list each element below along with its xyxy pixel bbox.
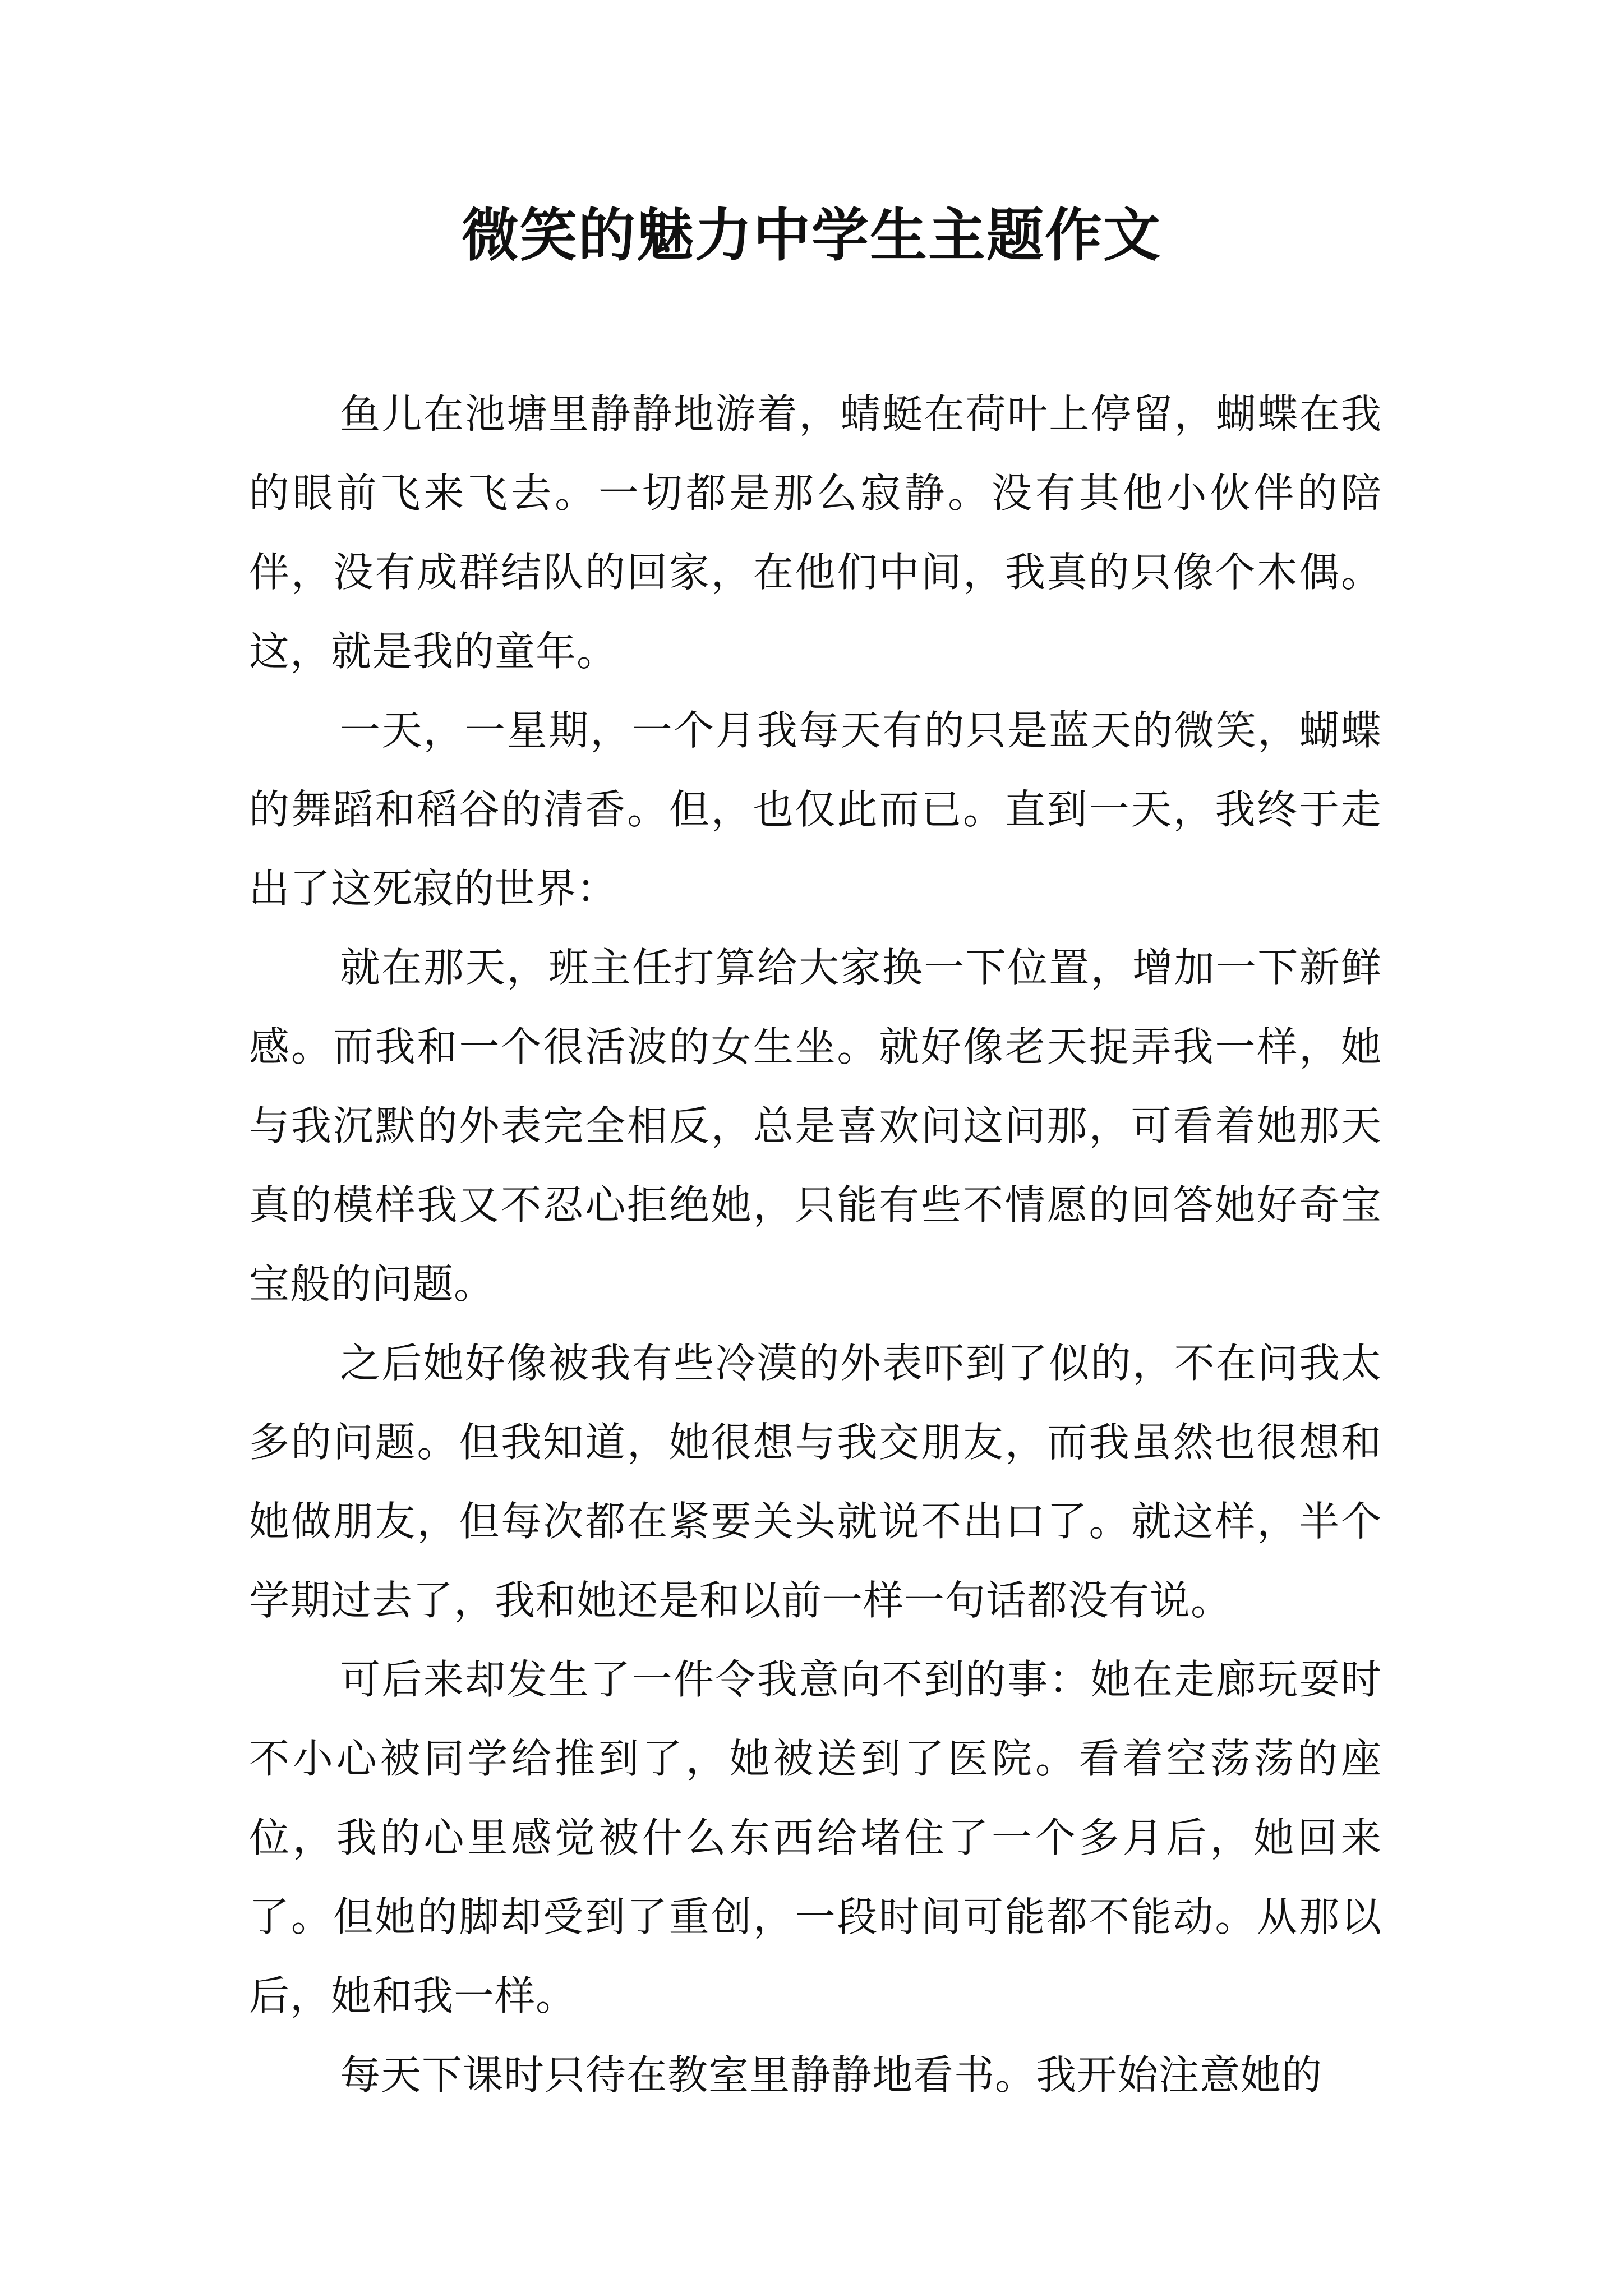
page-title: 微笑的魅力中学生主题作文 — [462, 202, 1161, 269]
paragraph-1: 鱼儿在池塘里静静地游着，蜻蜓在荷叶上停留，蝴蝶在我的眼前飞来飞去。一切都是那么寂静。没有其他小伙伴的陪伴，没有成群结队的回家，在他们中间，我真的只像个木偶。这，就是我的童年。 — [249, 390, 1382, 675]
paragraph-3: 就在那天，班主任打算给大家换一下位置，增加一下新鲜感。而我和一个很活波的女生坐。就好像老天捉弄我一样，她与我沉默的外表完全相反，总是喜欢问这问那，可看着她那天真的模样我又不忍心拒绝她，只能有些不情愿的回答她好奇宝宝般的问题。 — [249, 944, 1382, 1308]
paragraph-6: 每天下课时只待在教室里静静地看书。我开始注意她的 — [340, 2051, 1323, 2099]
paragraph-2: 一天，一星期，一个月我每天有的只是蓝天的微笑，蝴蝶的舞蹈和稻谷的清香。但，也仅此而已。直到一天，我终于走出了这死寂的世界： — [249, 707, 1382, 912]
paragraph-5: 可后来却发生了一件令我意向不到的事：她在走廊玩耍时不小心被同学给推到了，她被送到了医院。看着空荡荡的座位，我的心里感觉被什么东西给堵住了一个多月后，她回来了。但她的脚却受到了重创，一段时间可能都不能动。从那以后，她和我一样。 — [249, 1656, 1382, 2019]
paragraph-4: 之后她好像被我有些冷漠的外表吓到了似的，不在问我太多的问题。但我知道，她很想与我交朋友，而我虽然也很想和她做朋友，但每次都在紧要关头就说不出口了。就这样，半个学期过去了，我和她还是和以前一样一句话都没有说。 — [249, 1340, 1382, 1624]
essay-body — [249, 375, 1382, 2115]
